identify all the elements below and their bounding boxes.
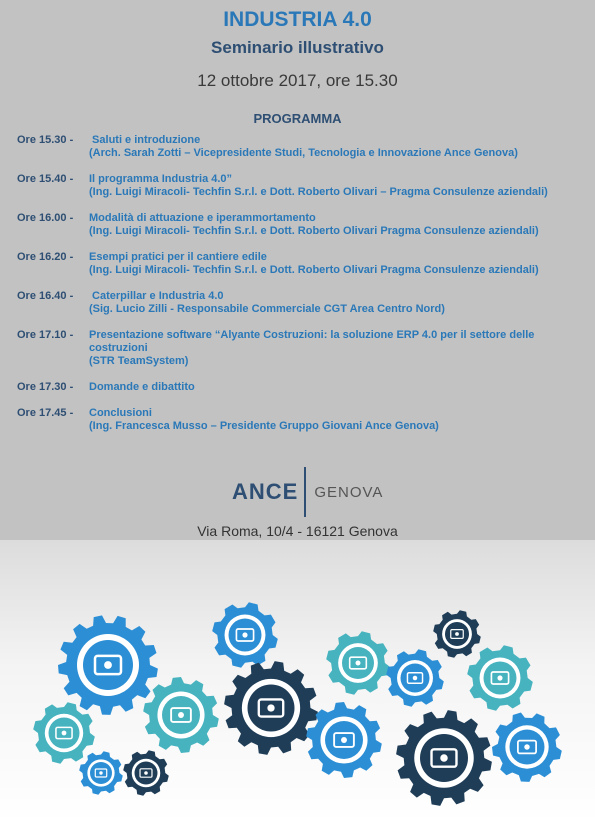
program-item bbox=[17, 290, 582, 316]
gear bbox=[467, 645, 533, 711]
program-speaker: (Ing. Luigi Miracoli- Techfin S.r.l. e Dott. Roberto Olivari Pragma Consulenze aziendali) bbox=[89, 264, 539, 276]
program-time: Ore 17.45 - bbox=[17, 407, 74, 419]
program-body bbox=[89, 407, 582, 433]
gear bbox=[306, 702, 382, 778]
program-speaker: (Sig. Lucio Zilli - Responsabile Commerciale CGT Area Centro Nord) bbox=[89, 303, 445, 315]
gear bbox=[433, 610, 481, 658]
event-date: 12 ottobre 2017, ore 15.30 bbox=[197, 71, 398, 90]
gear bbox=[224, 661, 318, 755]
program-topic: Esempi pratici per il cantiere edile bbox=[89, 251, 267, 263]
program-speaker: (STR TeamSystem) bbox=[89, 355, 189, 367]
program-topic: Caterpillar e Industria 4.0 bbox=[89, 290, 224, 302]
program-time: Ore 17.30 - bbox=[17, 381, 74, 393]
logo-divider bbox=[304, 467, 306, 517]
program-item bbox=[17, 212, 582, 238]
gear bbox=[386, 649, 444, 707]
logo-genova-text: GENOVA bbox=[314, 483, 384, 501]
program-time: Ore 17.10 - bbox=[17, 329, 74, 341]
gear bbox=[79, 751, 123, 795]
program-time: Ore 15.40 - bbox=[17, 173, 74, 185]
gear bbox=[123, 750, 169, 796]
program-speaker: (Ing. Luigi Miracoli- Techfin S.r.l. e Dott. Roberto Olivari Pragma Consulenze aziendali) bbox=[89, 225, 539, 237]
program-topic: Conclusioni bbox=[89, 407, 152, 419]
gear bbox=[58, 615, 158, 715]
program-item bbox=[17, 329, 582, 368]
program-body bbox=[89, 381, 582, 394]
program-speaker: (Ing. Francesca Musso – Presidente Gruppo Giovani Ance Genova) bbox=[89, 420, 439, 432]
program-body bbox=[89, 173, 582, 199]
program-speaker: (Arch. Sarah Zotti – Vicepresidente Studi, Tecnologia e Innovazione Ance Genova) bbox=[89, 147, 518, 159]
program-topic: Domande e dibattito bbox=[89, 381, 195, 393]
program-body bbox=[89, 329, 582, 368]
program-time: Ore 15.30 - bbox=[17, 134, 74, 146]
program-body bbox=[89, 212, 582, 238]
gear bbox=[396, 710, 492, 806]
ance-logo bbox=[232, 466, 383, 518]
program-item bbox=[17, 134, 582, 160]
gear bbox=[33, 702, 95, 764]
page-title: INDUSTRIA 4.0 bbox=[223, 8, 372, 31]
logo-ance-text: ANCE bbox=[232, 479, 299, 504]
program-item bbox=[17, 173, 582, 199]
program-speaker: (Ing. Luigi Miracoli- Techfin S.r.l. e Dott. Roberto Olivari – Pragma Consulenze aziendali) bbox=[89, 186, 548, 198]
program-time: Ore 16.00 - bbox=[17, 212, 74, 224]
gear bbox=[326, 631, 390, 695]
program-topic: Modalità di attuazione e iperammortamento bbox=[89, 212, 316, 224]
programma-heading: PROGRAMMA bbox=[253, 111, 342, 126]
gear bbox=[492, 713, 562, 782]
program-item bbox=[17, 407, 582, 433]
program-time: Ore 16.40 - bbox=[17, 290, 74, 302]
page-subtitle: Seminario illustrativo bbox=[211, 38, 384, 57]
gears-illustration bbox=[0, 540, 595, 822]
program-item bbox=[17, 381, 582, 394]
gear bbox=[212, 602, 278, 668]
program-list bbox=[17, 134, 582, 446]
program-item bbox=[17, 251, 582, 277]
program-topic: Saluti e introduzione bbox=[89, 134, 201, 146]
program-body bbox=[89, 134, 582, 160]
program-topic: Il programma Industria 4.0” bbox=[89, 173, 233, 185]
program-topic: Presentazione software “Alyante Costruzioni: la soluzione ERP 4.0 per il settore delle costruzioni bbox=[89, 329, 535, 354]
program-body bbox=[89, 290, 582, 316]
address: Via Roma, 10/4 - 16121 Genova bbox=[197, 523, 398, 539]
program-body bbox=[89, 251, 582, 277]
program-time: Ore 16.20 - bbox=[17, 251, 74, 263]
gear bbox=[143, 677, 219, 753]
